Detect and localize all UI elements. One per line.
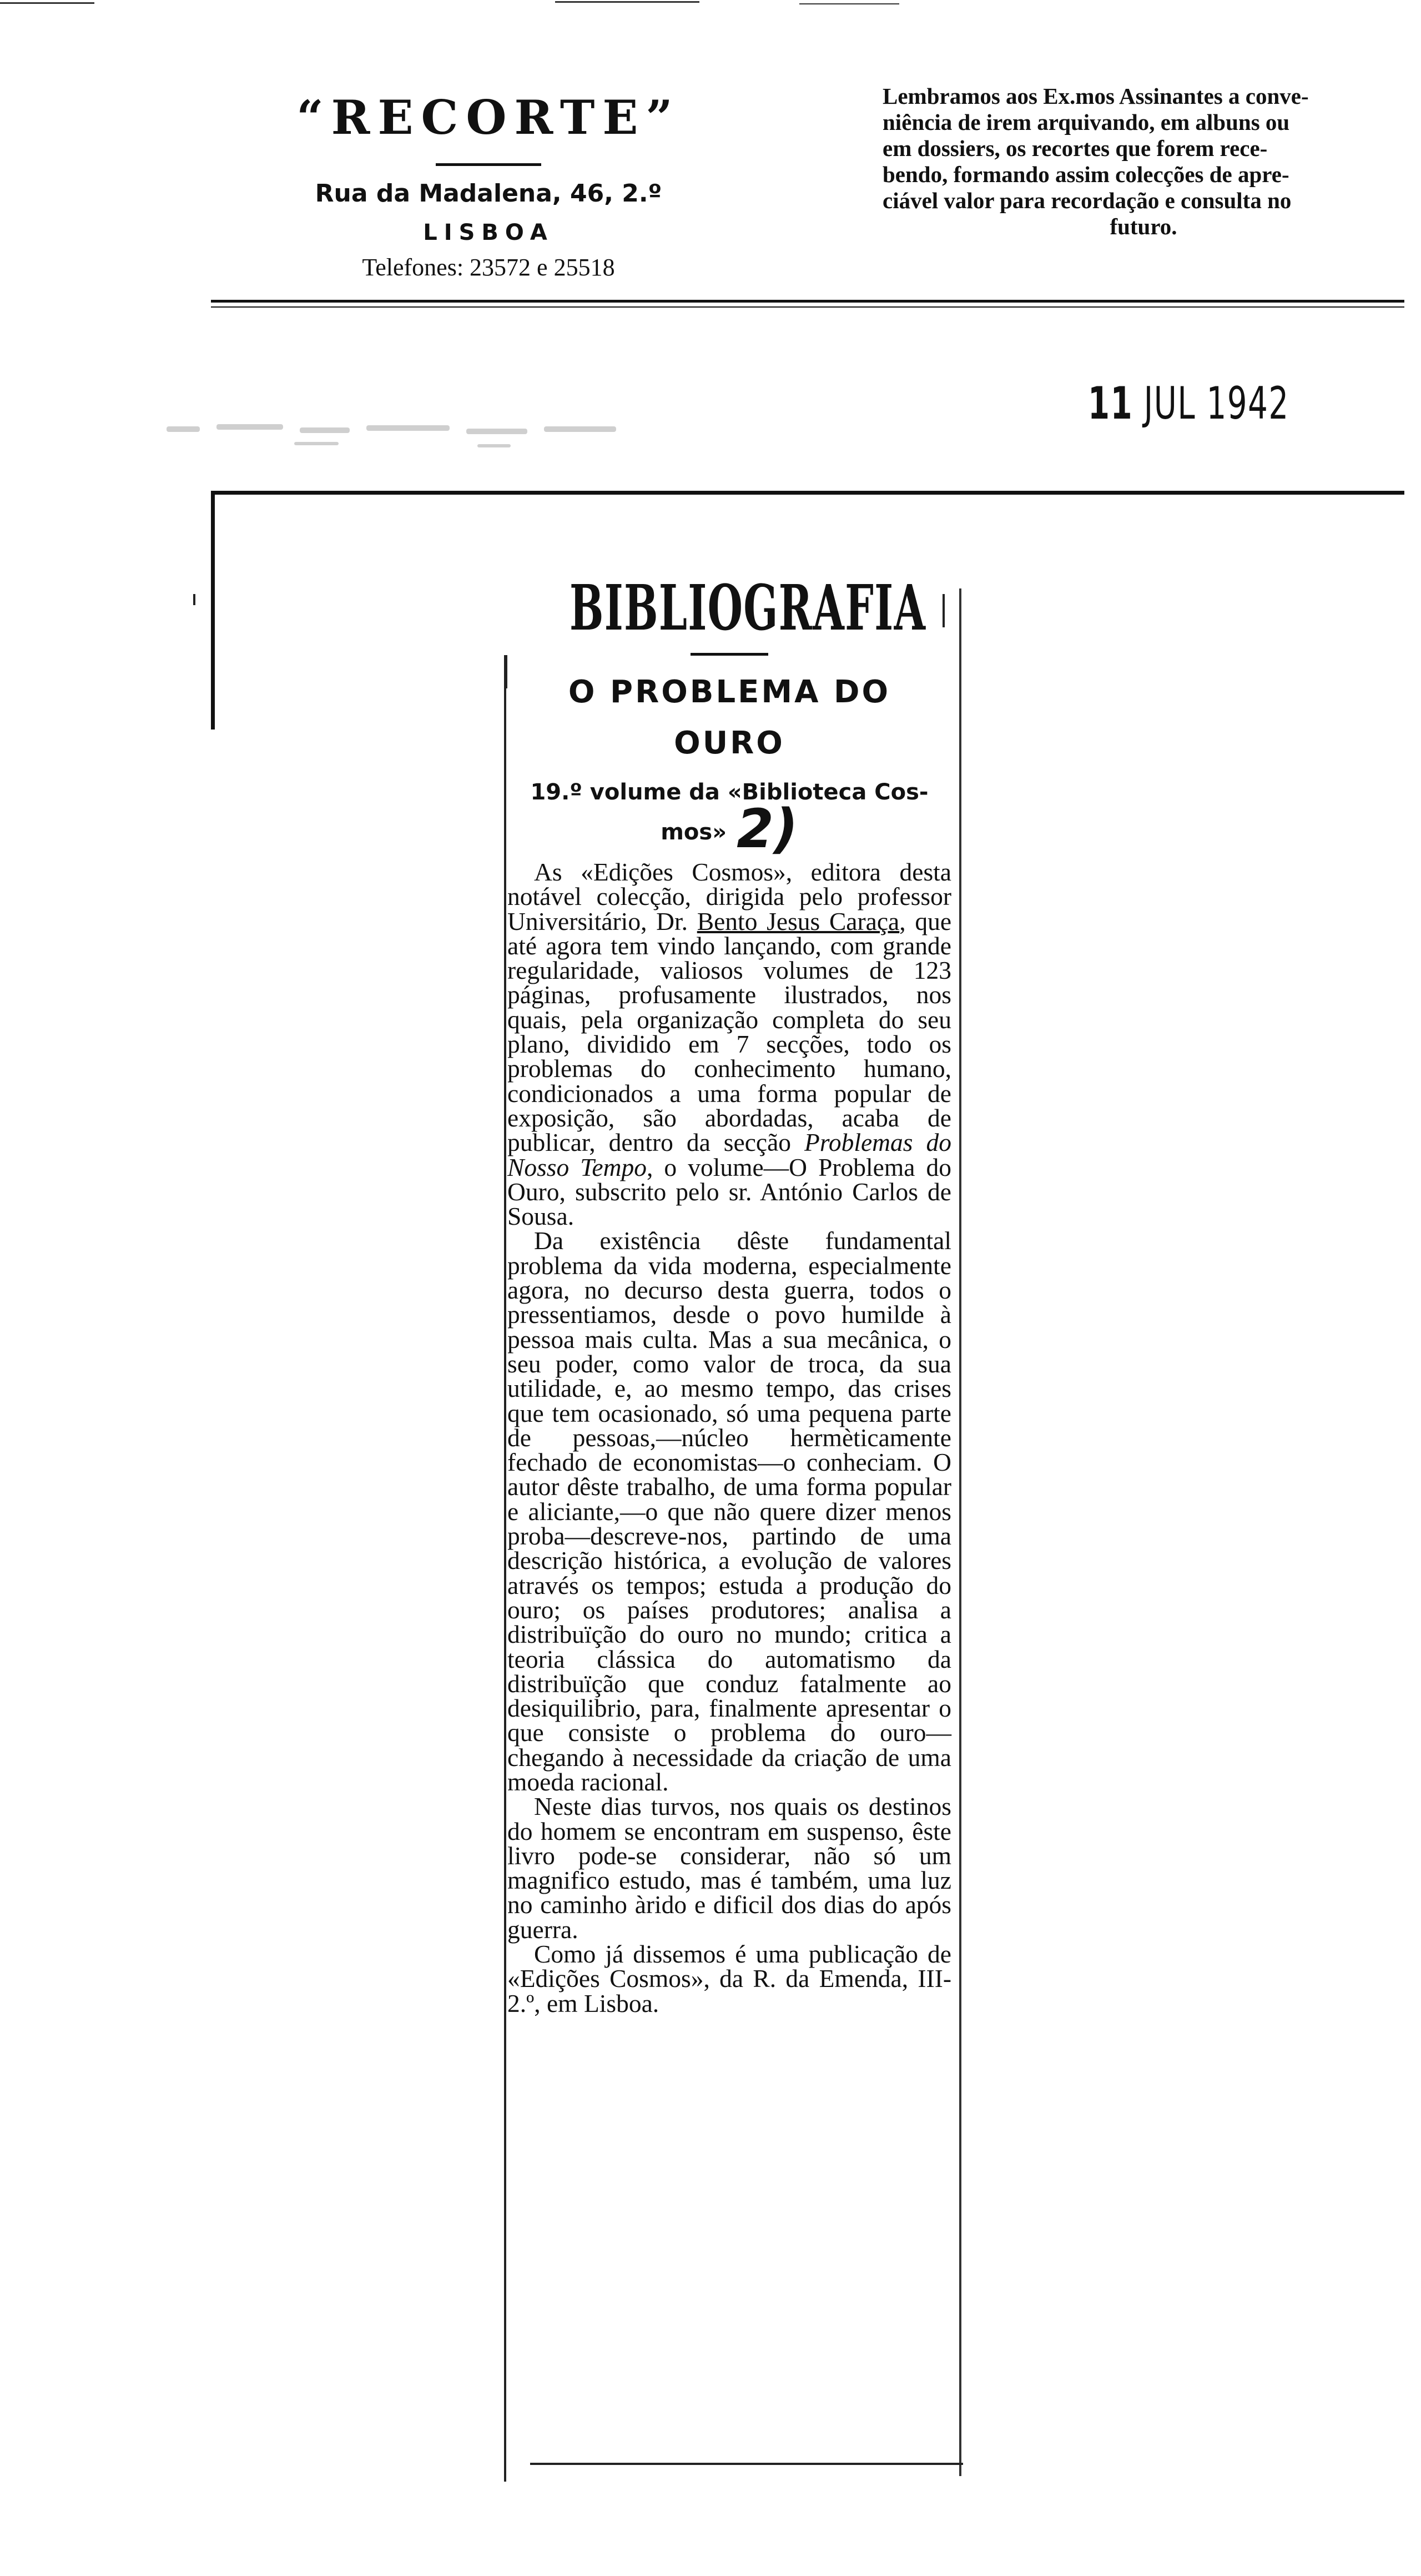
header-rule-thin [211,306,1404,308]
paragraph: Da existência dêste fundamental problema da vida moderna, especialmente agora, no decurso desta guerra, todos o pressentiamos, desde o povo humilde à pessoa mais culta. Mas a sua mecânica, o seu poder, como valor de troca, da sua utilidade, e, ao mesmo tempo, das crises que tem ocasionado, só uma pequena parte de pessoas,—núcleo hermèticamente fechado de economistas—o conheciam. O autor dêste trabalho, de uma forma popular e aliciante,—o que não quere dizer menos proba—descreve-nos, partindo de uma descrição histórica, a evolução de valores através os tempos; estuda a produção do ouro; os países produtores; analisa a distribuïção do ouro no mundo; critica a teoria clássica do automatismo da distribuïção que conduz fatalmente ao desiquilibrio, para, finalmente apresentar o que consiste o problema do ouro—chegando à necessidade da criação de uma moeda racional. [507,1226,951,1796]
title-divider [691,653,768,656]
subheading-text: mos» [661,819,727,845]
headline-line: OURO [674,725,785,761]
paragraph [507,860,951,1229]
clipping-edge-bottom [530,2463,963,2465]
notice-line: em dossiers, os recortes que forem rece- [883,135,1268,161]
agency-name: “RECORTE” [296,90,681,145]
section-title: BIBLIOGRAFIA [570,572,926,645]
article-headline [507,667,951,769]
subheading-line: 19.º volume da «Biblioteca Cos- [530,779,929,805]
headline-line: O PROBLEMA DO [568,674,891,710]
notice-line: bendo, formando assim colecções de apre- [883,162,1289,187]
paragraph: Neste dias turvos, nos quais os destinos do homem se encontram em suspenso, êste livro pode-se considerar, não só um magnifico estudo, mas é também, uma luz no caminho àrido e dificil dos dias do após guerra. [507,1792,951,1944]
date-year: 1942 [1206,378,1289,429]
subheading-line [507,798,951,860]
scan-mark [193,594,195,605]
editor-name: Bento Jesus Caraça [697,907,900,935]
clipping-edge-right [959,588,961,2476]
scan-edge-artifact [0,0,1421,10]
agency-phones: Telefones: 23572 e 25518 [362,253,615,281]
header-rule [211,300,1404,303]
faded-stamp-smudge [167,422,638,444]
notice-line: niência de irem arquivando, em albuns ou [883,109,1290,135]
date-stamp [1088,378,1289,429]
notice-line: Lembramos aos Ex.mos Assinantes a conve- [883,83,1309,109]
paragraph: Como já dissemos é uma publicação de «Edições Cosmos», da R. da Emenda, III-2.º, em Lisboa. [507,1940,951,2017]
paragraph-text: As «Edições Cosmos», editora desta notável colecção, dirigida pelo professor Universitário, Dr. [507,858,951,935]
paragraph-text: , o volume—O Problema do Ouro, subscrito pelo sr. António Carlos de Sousa. [507,1153,951,1231]
agency-address: Rua da Madalena, 46, 2.º [315,179,662,208]
article-body [507,860,951,2016]
series-name: Problemas do Nosso Tempo [507,1128,951,1181]
mount-frame-left [211,491,215,729]
article-subheading [507,772,951,860]
clipping-edge-left [504,661,506,2482]
newspaper-clipping [507,572,952,2017]
mount-frame-top [211,491,1404,495]
date-month: JUL [1143,378,1196,429]
notice-line: ciável valor para recordação e consulta no [883,188,1292,213]
paragraph-text: , que até agora tem vindo lançando, com grande regularidade, valiosos volumes de 123 páginas, profusamente ilustrados, nos quais, pela organização completa do seu plano, dividido em 7 secções, todo os problemas do conhecimento humano, condicionados a uma forma popular de exposição, são abordadas, acaba de publicar, dentro da secção [507,907,952,1157]
handwritten-mark: 2) [737,798,798,860]
agency-city: LISBOA [423,219,554,245]
notice-line: futuro. [1110,214,1177,239]
date-day: 11 [1088,378,1133,429]
agency-header [211,90,766,281]
subscriber-notice [883,83,1404,240]
agency-divider [436,163,541,166]
